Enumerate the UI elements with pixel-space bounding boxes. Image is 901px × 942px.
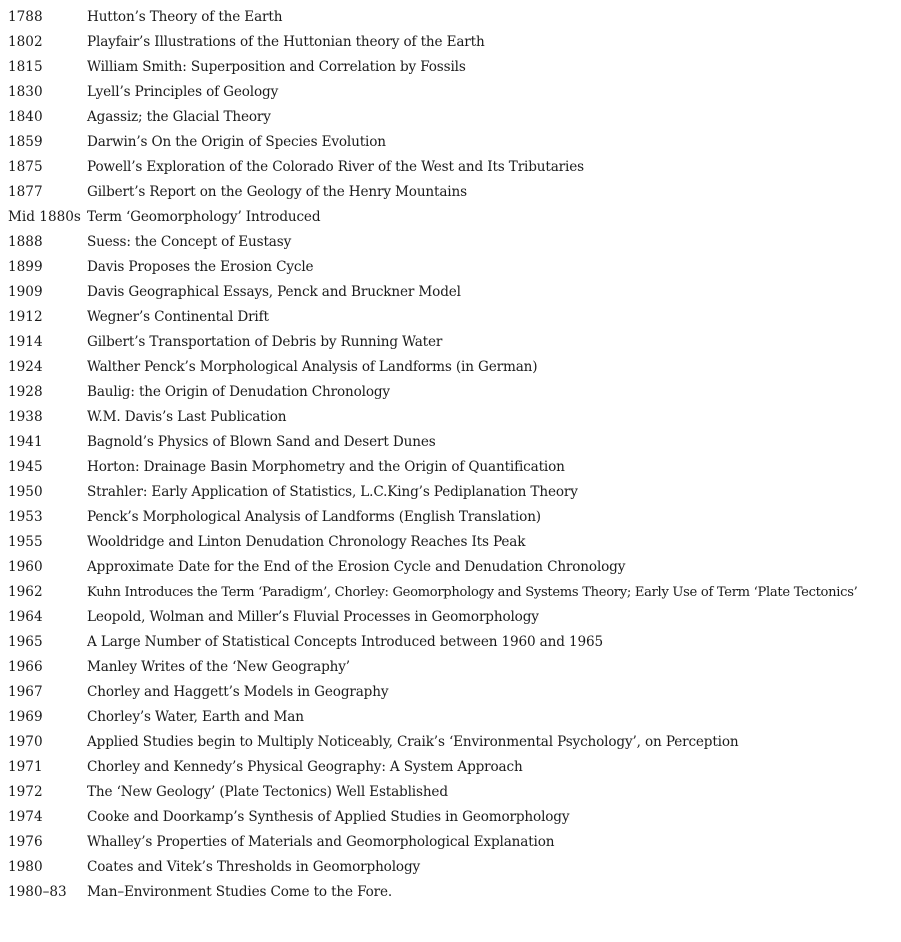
timeline-year: 1802 [8, 34, 43, 50]
timeline-event: Lyell’s Principles of Geology [87, 84, 279, 100]
timeline-year: 1950 [8, 484, 43, 500]
timeline-event: Chorley and Haggett’s Models in Geography [87, 684, 389, 700]
timeline-row [0, 30, 901, 55]
timeline-year: 1877 [8, 184, 43, 200]
timeline-event: Suess: the Concept of Eustasy [87, 234, 292, 250]
timeline-event: W.M. Davis’s Last Publication [87, 409, 287, 425]
timeline-event: Playfair’s Illustrations of the Huttonian theory of the Earth [87, 34, 485, 50]
timeline-event: William Smith: Superposition and Correlation by Fossils [87, 59, 466, 75]
timeline-year: 1945 [8, 459, 43, 475]
timeline-year: 1966 [8, 659, 43, 675]
timeline-event: Davis Geographical Essays, Penck and Bruckner Model [87, 284, 461, 300]
timeline-year: 1960 [8, 559, 43, 575]
timeline-row [0, 180, 901, 205]
timeline-row [0, 105, 901, 130]
timeline-row [0, 305, 901, 330]
timeline-row [0, 130, 901, 155]
timeline-year: 1938 [8, 409, 43, 425]
timeline-event: Man–Environment Studies Come to the Fore. [87, 884, 393, 900]
timeline-row [0, 405, 901, 430]
timeline-row [0, 880, 901, 905]
timeline-event: Whalley’s Properties of Materials and Geomorphological Explanation [87, 834, 555, 850]
timeline-row [0, 605, 901, 630]
timeline-year: 1909 [8, 284, 43, 300]
timeline-year: 1830 [8, 84, 43, 100]
timeline-event: Wegner’s Continental Drift [87, 309, 269, 325]
timeline-row [0, 5, 901, 30]
timeline-row [0, 380, 901, 405]
timeline-event: Cooke and Doorkamp’s Synthesis of Applied Studies in Geomorphology [87, 809, 570, 825]
timeline-row [0, 530, 901, 555]
timeline-row [0, 480, 901, 505]
timeline-row [0, 580, 901, 605]
timeline-year: 1899 [8, 259, 43, 275]
timeline-event: Gilbert’s Report on the Geology of the Henry Mountains [87, 184, 467, 200]
timeline-row [0, 205, 901, 230]
timeline-row [0, 830, 901, 855]
timeline-year: 1980 [8, 859, 43, 875]
timeline-event: The ‘New Geology’ (Plate Tectonics) Well Established [87, 784, 448, 800]
timeline-list [0, 5, 901, 905]
timeline-event: Walther Penck’s Morphological Analysis of Landforms (in German) [87, 359, 538, 375]
timeline-row [0, 330, 901, 355]
timeline-event: Leopold, Wolman and Miller’s Fluvial Processes in Geomorphology [87, 609, 539, 625]
timeline-event: Agassiz; the Glacial Theory [87, 109, 271, 125]
timeline-row [0, 230, 901, 255]
timeline-event: Strahler: Early Application of Statistics, L.C.King’s Pediplanation Theory [87, 484, 578, 500]
timeline-year: 1976 [8, 834, 43, 850]
timeline-year: 1875 [8, 159, 43, 175]
timeline-year: 1928 [8, 384, 43, 400]
timeline-event: Chorley and Kennedy’s Physical Geography: A System Approach [87, 759, 523, 775]
timeline-event: A Large Number of Statistical Concepts Introduced between 1960 and 1965 [87, 634, 603, 650]
timeline-year: Mid 1880s [8, 209, 81, 225]
timeline-event: Powell’s Exploration of the Colorado River of the West and Its Tributaries [87, 159, 584, 175]
timeline-row [0, 505, 901, 530]
timeline-row [0, 355, 901, 380]
timeline-row [0, 780, 901, 805]
timeline-row [0, 255, 901, 280]
timeline-event: Darwin’s On the Origin of Species Evolution [87, 134, 386, 150]
timeline-row [0, 655, 901, 680]
timeline-event: Hutton’s Theory of the Earth [87, 9, 283, 25]
timeline-year: 1967 [8, 684, 43, 700]
timeline-row [0, 805, 901, 830]
timeline-event: Applied Studies begin to Multiply Noticeably, Craik’s ‘Environmental Psychology’, on Perception [87, 734, 739, 750]
timeline-row [0, 555, 901, 580]
timeline-event: Kuhn Introduces the Term ‘Paradigm’, Chorley: Geomorphology and Systems Theory; Early Use of Term ‘Plate Tectonics’ [87, 585, 858, 600]
timeline-event: Chorley’s Water, Earth and Man [87, 709, 304, 725]
timeline-event: Term ‘Geomorphology’ Introduced [87, 209, 321, 225]
timeline-year: 1970 [8, 734, 43, 750]
timeline-event: Bagnold’s Physics of Blown Sand and Desert Dunes [87, 434, 436, 450]
timeline-year: 1971 [8, 759, 43, 775]
timeline-row [0, 80, 901, 105]
timeline-year: 1953 [8, 509, 43, 525]
timeline-event: Approximate Date for the End of the Erosion Cycle and Denudation Chronology [87, 559, 626, 575]
timeline-row [0, 680, 901, 705]
timeline-row [0, 855, 901, 880]
timeline-year: 1840 [8, 109, 43, 125]
timeline-year: 1912 [8, 309, 43, 325]
timeline-event: Baulig: the Origin of Denudation Chronology [87, 384, 390, 400]
timeline-row [0, 630, 901, 655]
timeline-row [0, 155, 901, 180]
timeline-year: 1955 [8, 534, 43, 550]
timeline-event: Manley Writes of the ‘New Geography’ [87, 659, 350, 675]
timeline-event: Penck’s Morphological Analysis of Landforms (English Translation) [87, 509, 541, 525]
timeline-year: 1859 [8, 134, 43, 150]
timeline-event: Gilbert’s Transportation of Debris by Running Water [87, 334, 443, 350]
timeline-row [0, 455, 901, 480]
timeline-year: 1788 [8, 9, 43, 25]
timeline-row [0, 280, 901, 305]
timeline-row [0, 705, 901, 730]
timeline-year: 1815 [8, 59, 43, 75]
timeline-row [0, 55, 901, 80]
timeline-row [0, 730, 901, 755]
timeline-event: Coates and Vitek’s Thresholds in Geomorphology [87, 859, 421, 875]
timeline-year: 1914 [8, 334, 43, 350]
timeline-event: Wooldridge and Linton Denudation Chronology Reaches Its Peak [87, 534, 526, 550]
timeline-year: 1980–83 [8, 884, 67, 900]
timeline-year: 1962 [8, 584, 43, 600]
timeline-year: 1924 [8, 359, 43, 375]
timeline-event: Horton: Drainage Basin Morphometry and the Origin of Quantification [87, 459, 565, 475]
timeline-year: 1974 [8, 809, 43, 825]
timeline-year: 1969 [8, 709, 43, 725]
timeline-row [0, 430, 901, 455]
timeline-row [0, 755, 901, 780]
timeline-year: 1972 [8, 784, 43, 800]
timeline-event: Davis Proposes the Erosion Cycle [87, 259, 314, 275]
timeline-year: 1965 [8, 634, 43, 650]
timeline-year: 1941 [8, 434, 43, 450]
timeline-year: 1964 [8, 609, 43, 625]
timeline-year: 1888 [8, 234, 43, 250]
